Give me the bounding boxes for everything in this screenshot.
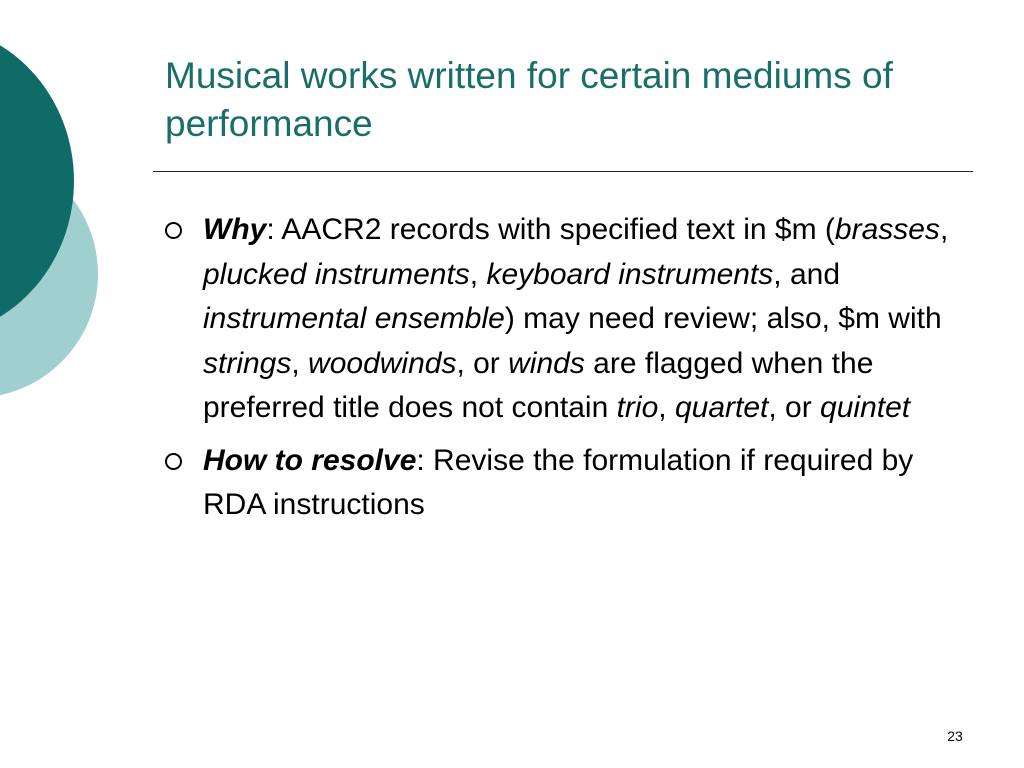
bullet-why (163, 208, 963, 431)
text-run: , and (773, 257, 841, 291)
bullet-lead-why: Why (203, 213, 267, 246)
hollow-circle-bullet-icon (165, 453, 182, 470)
italic-term: keyboard instruments (486, 257, 774, 291)
italic-term: quartet (674, 391, 769, 424)
italic-term: plucked instruments (203, 257, 470, 291)
text-run: ) may need review; also, $m with (504, 302, 942, 335)
bullet-list (163, 208, 963, 528)
text-run: , (291, 346, 309, 380)
text-run: are flagged when the preferred title does not contain (203, 346, 874, 424)
italic-term: strings (203, 346, 292, 380)
text-run: , or (456, 346, 509, 380)
italic-term: brasses (834, 213, 940, 246)
bullet-how-to-resolve (163, 439, 963, 528)
text-run: , (939, 213, 949, 246)
title-divider (153, 171, 973, 172)
text-run: : AACR2 records with specified text in $m ( (266, 213, 835, 246)
text-run: : Revise the formulation if required by RDA instructions (203, 443, 914, 521)
hollow-circle-bullet-icon (165, 222, 182, 239)
text-run: , or (768, 391, 821, 424)
italic-term: woodwinds (308, 346, 457, 380)
text-run: , (658, 391, 675, 424)
bullet-lead-how-to-resolve: How to resolve (203, 443, 417, 477)
italic-term: instrumental ensemble (203, 302, 505, 335)
page-number: 23 (947, 728, 963, 744)
text-run: , (469, 257, 487, 291)
slide-title: Musical works written for certain mediums of performance (165, 55, 893, 144)
italic-term: winds (508, 346, 585, 380)
italic-term: quintet (820, 391, 911, 424)
italic-term: trio (616, 391, 659, 424)
